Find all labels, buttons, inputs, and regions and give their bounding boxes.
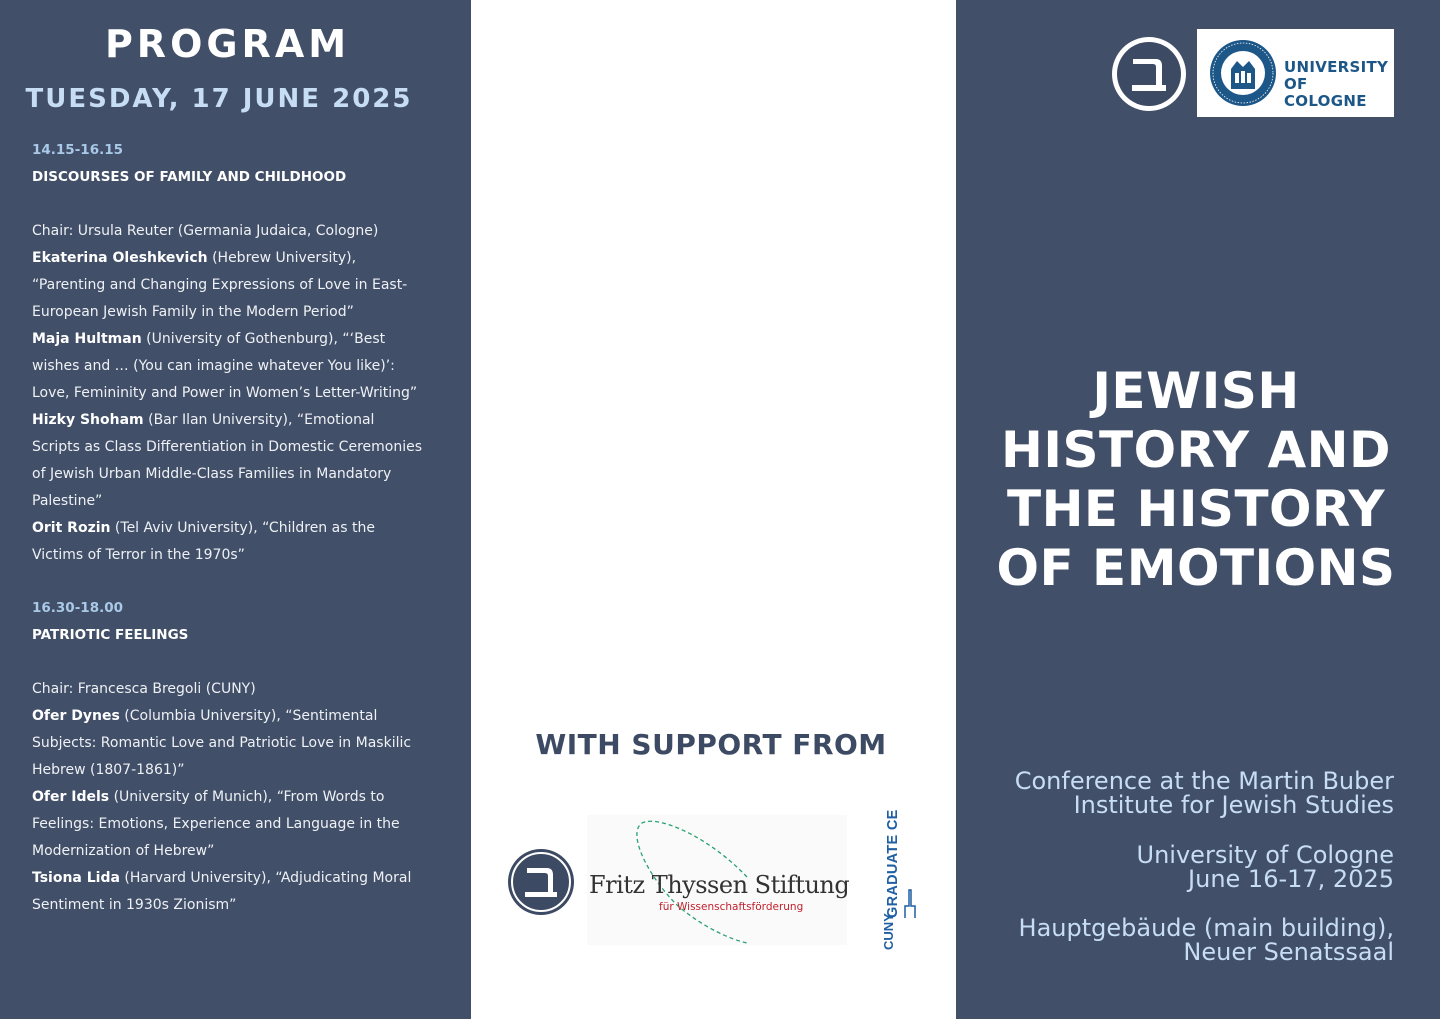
uoc-line-2: OF COLOGNE [1284,75,1367,110]
talk-details: (University of Munich), “From Words to Feelings: Emotions, Experience and Language in the Modernization of Hebrew” [32,789,400,859]
fritz-thyssen-subtitle: für Wissenschaftsförderung [659,901,804,913]
title-line: JEWISH [1092,362,1300,420]
session-time: 14.15-16.15 [32,142,124,158]
talk-details: (Hebrew University), “Parenting and Changing Expressions of Love in East-European Jewish Family in the Modern Period” [32,250,408,320]
info-line: June 16-17, 2025 [1188,865,1394,893]
venue-room [1019,916,1394,964]
talk-item [32,407,422,515]
session-chair: Chair: Ursula Reuter (Germania Judaica, Cologne) [32,223,379,239]
talk-details: (Harvard University), “Adjudicating Moral Sentiment in 1930s Zionism” [32,870,412,913]
info-line: Institute for Jewish Studies [1073,791,1394,819]
university-of-cologne-logo [1197,29,1394,117]
talk-item [32,245,422,326]
info-line: Hauptgebäude (main building), [1018,914,1394,942]
uoc-line-1: UNIVERSITY [1284,58,1389,76]
talk-speaker: Ofer Idels [32,789,110,805]
info-line: University of Cologne [1136,841,1394,869]
session-time: 16.30-18.00 [32,600,124,616]
program-panel [0,0,471,1019]
bet-letter-logo-icon [1111,36,1187,112]
talk-item [32,515,422,569]
session-2 [32,595,422,919]
fritz-thyssen-name: Fritz Thyssen Stiftung [589,871,850,899]
talk-speaker: Maja Hultman [32,331,142,347]
info-line: Neuer Senatssaal [1183,938,1394,966]
talk-item [32,865,422,919]
info-line: Conference at the Martin Buber [1014,767,1394,795]
sponsor-logos [505,805,945,955]
bet-letter-logo-icon [507,848,575,916]
session-1 [32,137,422,569]
venue-dates [1137,843,1394,891]
talk-speaker: Tsiona Lida [32,870,120,886]
session-title: DISCOURSES OF FAMILY AND CHILDHOOD [32,169,347,185]
program-title: PROGRAM [104,22,351,66]
university-of-cologne-seal-icon [1209,39,1277,107]
talk-details: (University of Gothenburg), “‘Best wishes and … (You can imagine whatever You like)’: Love, Femininity and Power in Women’s Letter-Writing” [32,331,418,401]
talk-item [32,703,422,784]
session-chair: Chair: Francesca Bregoli (CUNY) [32,681,256,697]
talk-speaker: Orit Rozin [32,520,111,536]
talk-speaker: Hizky Shoham [32,412,144,428]
cuny-mark: CUNY [881,913,896,950]
support-heading: WITH SUPPORT FROM [535,728,887,761]
university-of-cologne-text [1284,59,1394,110]
talk-item [32,784,422,865]
title-line: THE HISTORY [1006,480,1386,538]
session-title: PATRIOTIC FEELINGS [32,627,189,643]
talk-details: (Tel Aviv University), “Children as the Victims of Terror in the 1970s” [32,520,375,563]
talk-details: (Bar Ilan University), “Emotional Scripts as Class Differentiation in Domestic Ceremonies of Jewish Urban Middle-Class Families in Mandatory Palestine” [32,412,422,509]
title-line: HISTORY AND [1001,421,1391,479]
graduate-center-skyline-icon [863,810,933,955]
graduate-center-logo [863,810,933,955]
conference-title [956,362,1436,598]
title-panel [956,0,1440,1019]
program-date: TUESDAY, 17 JUNE 2025 [25,84,413,114]
talk-item [32,326,422,407]
talk-speaker: Ekaterina Oleshkevich [32,250,208,266]
talk-speaker: Ofer Dynes [32,708,120,724]
title-line: OF EMOTIONS [996,539,1396,597]
support-panel [471,0,956,1019]
graduate-center-text: GRADUATE CENTER [885,810,901,918]
venue-institute [1015,769,1394,817]
talk-details: (Columbia University), “Sentimental Subjects: Romantic Love and Patriotic Love in Maskilic Hebrew (1807-1861)” [32,708,412,778]
fritz-thyssen-logo [587,815,850,945]
